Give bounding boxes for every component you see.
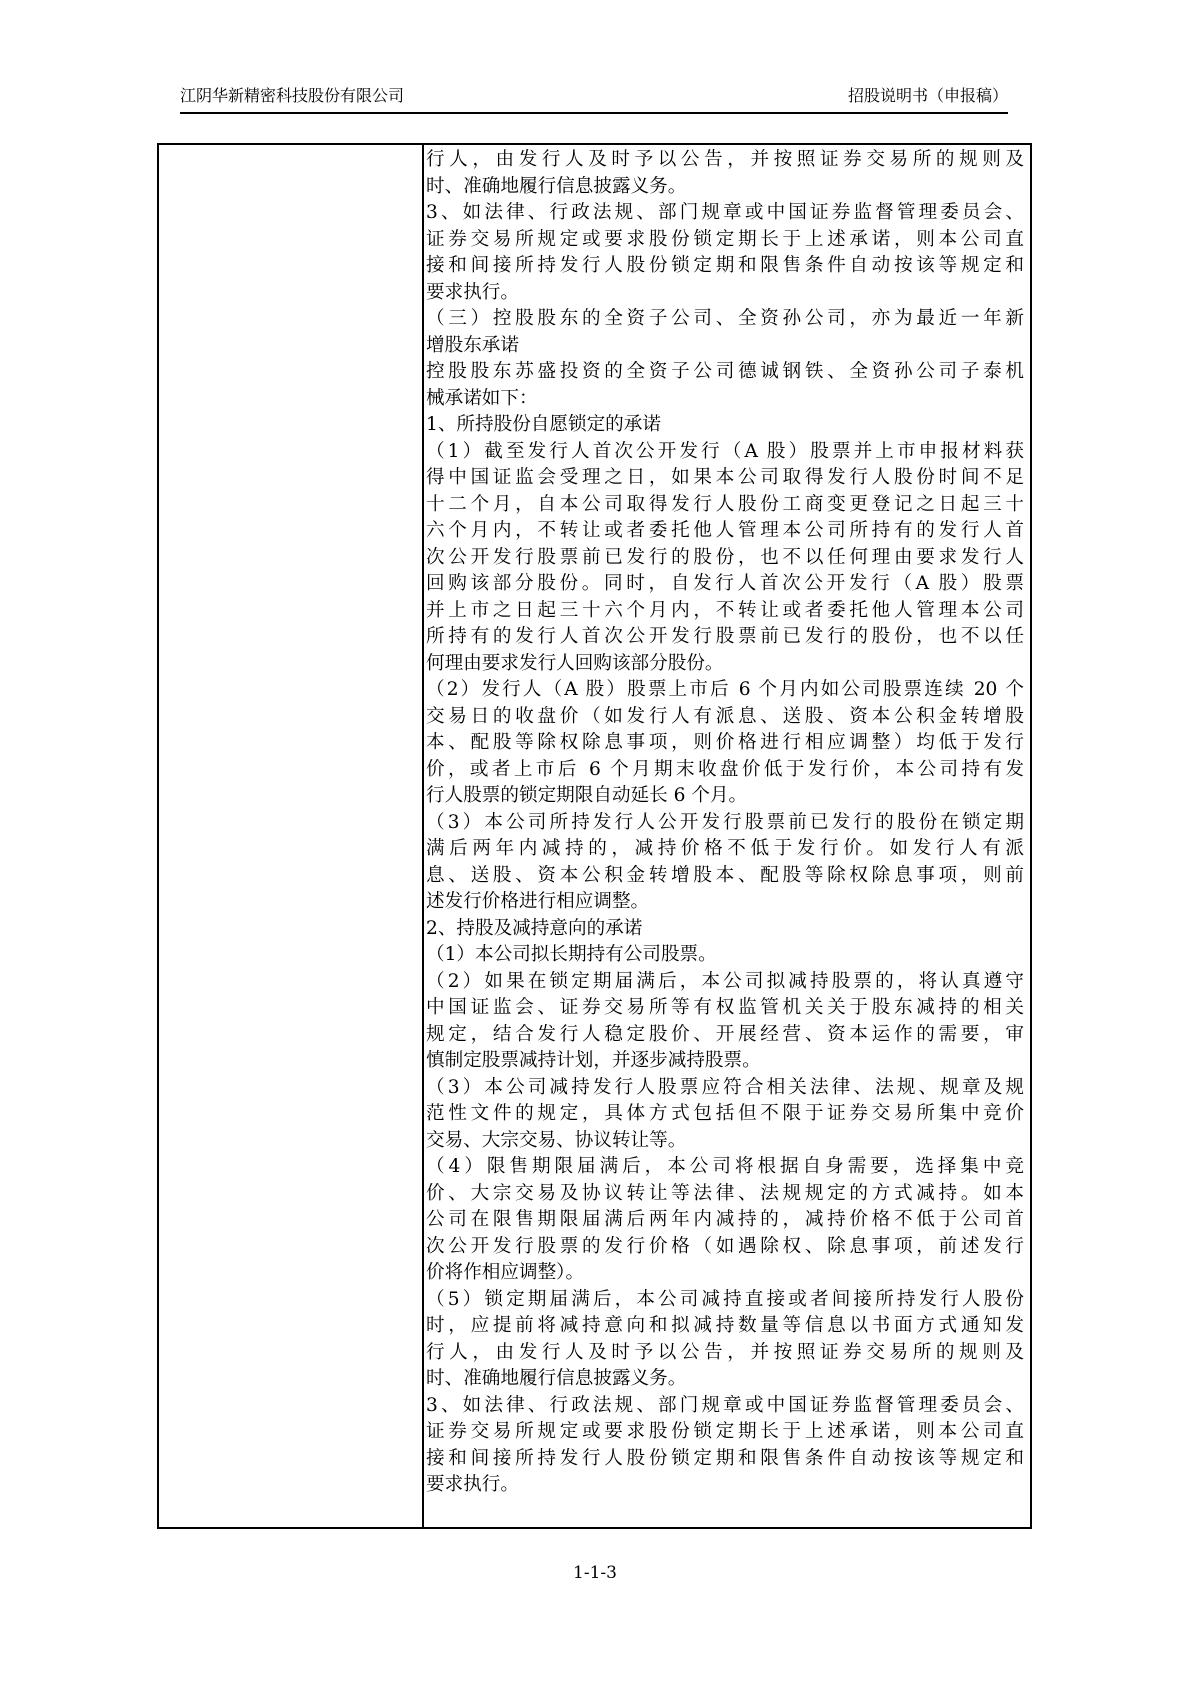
text-line: 价将作相应调整）。 [426,1262,585,1283]
text-line: 价、大宗交易及协议转让等法律、法规规定的方式减持。如本 [426,1182,1024,1204]
text-line: 次公开发行股票前已发行的股份，也不以任何理由要求发行人 [426,546,1024,568]
text-line: 公司在限售期限届满后两年内减持的，减持价格不低于公司首 [426,1209,1024,1230]
text-line: 次公开发行股票的发行价格（如遇除权、除息事项，前述发行 [426,1235,1024,1257]
text-line: 1、所持股份自愿锁定的承诺 [426,414,661,435]
text-line: 范性文件的规定，具体方式包括但不限于证券交易所集中竞价 [426,1103,1024,1124]
text-line: （5）锁定期届满后，本公司减持直接或者间接所持发行人股份 [426,1288,1024,1310]
text-line: （3）本公司所持发行人公开发行股票前已发行的股份在锁定期 [426,811,1024,833]
text-line: 回购该部分股份。同时，自发行人首次公开发行（A 股）股票 [426,573,1024,594]
text-line: 行人，由发行人及时予以公告，并按照证券交易所的规则及 [426,1341,1024,1363]
text-line: 六个月内，不转让或者委托他人管理本公司所持有的发行人首 [426,520,1024,541]
page-header [180,84,1008,114]
text-line: （1）截至发行人首次公开发行（A 股）股票并上市申报材料获 [426,440,1024,462]
table-right-cell [426,147,1024,1499]
page-number: 1-1-3 [573,1563,617,1583]
text-line: 中国证监会、证券交易所等有权监管机关关于股东减持的相关 [426,997,1024,1018]
text-line: 并上市之日起三十六个月内，不转让或者委托他人管理本公司 [426,599,1024,621]
text-line: 3、如法律、行政法规、部门规章或中国证券监督管理委员会、 [426,202,1024,223]
text-line: 交易、大宗交易、协议转让等。 [426,1129,687,1151]
text-line: 交易日的收盘价（如发行人有派息、送股、资本公积金转增股 [426,705,1024,727]
text-line: 得中国证监会受理之日，如果本公司取得发行人股份时间不足 [426,467,1024,488]
text-line: （4）限售期限届满后，本公司将根据自身需要，选择集中竞 [426,1156,1024,1177]
text-line: 十二个月，自本公司取得发行人股份工商变更登记之日起三十 [426,493,1024,515]
text-line: 行人，由发行人及时予以公告，并按照证券交易所的规则及 [426,149,1024,170]
text-line: （2）发行人（A 股）股票上市后 6 个月内如公司股票连续 20 个 [426,679,1024,700]
text-line: 控股股东苏盛投资的全资子公司德诚钢铁、全资孙公司子泰机 [426,361,1024,382]
text-line: （三）控股股东的全资子公司、全资孙公司，亦为最近一年新 [426,308,1024,329]
text-line: 械承诺如下： [426,387,538,409]
table-left-cell [159,145,424,1527]
text-line: 价，或者上市后 6 个月期末收盘价低于发行价，本公司持有发 [426,758,1024,780]
text-line: 时、准确地履行信息披露义务。 [426,1368,687,1389]
text-line: 何理由要求发行人回购该部分股份。 [426,652,724,674]
text-line: 接和间接所持发行人股份锁定期和限售条件自动按该等规定和 [426,1447,1024,1469]
text-line: 证券交易所规定或要求股份锁定期长于上述承诺，则本公司直 [426,228,1024,250]
text-line: 时、准确地履行信息披露义务。 [426,175,687,197]
text-line: （3）本公司减持发行人股票应符合相关法律、法规、规章及规 [426,1076,1024,1098]
text-line: 行人股票的锁定期限自动延长 6 个月。 [426,785,748,806]
text-line: 规定，结合发行人稳定股价、开展经营、资本运作的需要，审 [426,1023,1024,1045]
text-line: （1）本公司拟长期持有公司股票。 [426,944,717,965]
text-line: 本、配股等除权除息事项，则价格进行相应调整）均低于发行 [426,732,1024,753]
text-line: 接和间接所持发行人股份锁定期和限售条件自动按该等规定和 [426,255,1024,276]
text-line: 证券交易所规定或要求股份锁定期长于上述承诺，则本公司直 [426,1421,1024,1442]
text-line: 慎制定股票减持计划，并逐步减持股票。 [426,1050,761,1071]
commitment-table [157,143,1032,1529]
text-line: （2）如果在锁定期届满后，本公司拟减持股票的，将认真遵守 [426,970,1024,992]
text-line: 2、持股及减持意向的承诺 [426,917,643,939]
text-line: 3、如法律、行政法规、部门规章或中国证券监督管理委员会、 [426,1394,1024,1416]
text-line: 时，应提前将减持意向和拟减持数量等信息以书面方式通知发 [426,1315,1024,1336]
text-line: 满后两年内减持的，减持价格不低于发行价。如发行人有派 [426,838,1024,859]
text-line: 要求执行。 [426,281,519,303]
text-line: 要求执行。 [426,1474,519,1495]
document-title: 招股说明书（申报稿） [847,86,1008,105]
text-line: 增股东承诺 [426,334,519,356]
text-line: 所持有的发行人首次公开发行股票前已发行的股份，也不以任 [426,626,1024,647]
company-name: 江阴华新精密科技股份有限公司 [180,86,405,105]
text-line: 息、送股、资本公积金转增股本、配股等除权除息事项，则前 [426,864,1024,886]
text-line: 述发行价格进行相应调整。 [426,891,650,912]
